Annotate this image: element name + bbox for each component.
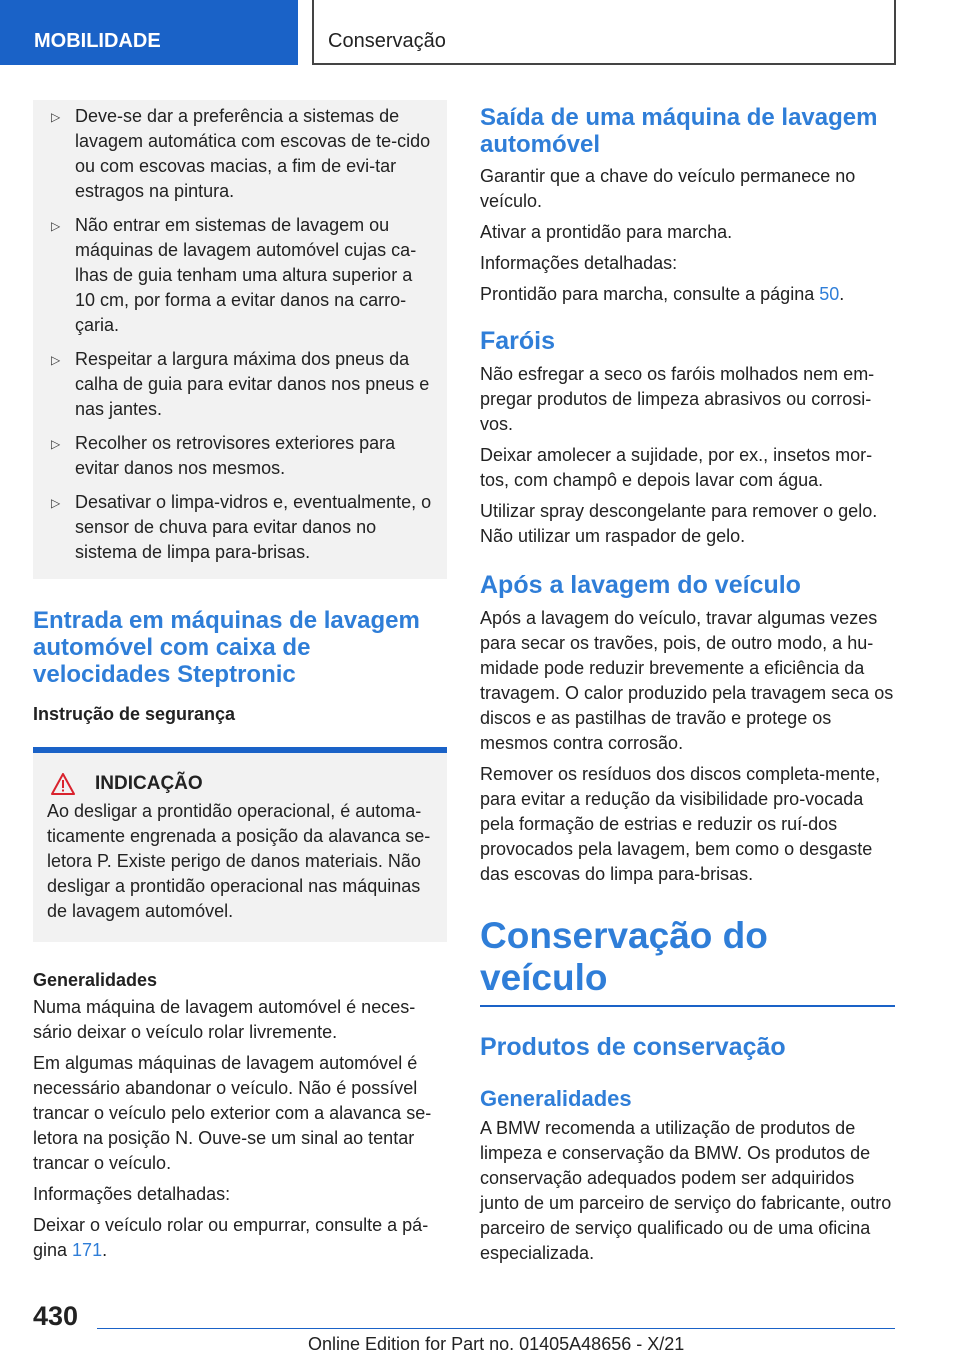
paragraph: Deixar amolecer a sujidade, por ex., insetos mor-tos, com champô e depois lavar com água. <box>480 445 873 490</box>
section-heading: Faróis <box>480 327 556 355</box>
triangle-bullet-icon: ▷ <box>51 437 61 451</box>
triangle-bullet-icon: ▷ <box>51 219 61 233</box>
paragraph: Remover os resíduos dos discos completa-mente, para evitar a redução da visibilidade pro-vocada pela formação de estrias e reduzir os ruí-dos provocados pela lavagem, bem como o desgaste das escovas do limpa para-brisas. <box>480 764 881 884</box>
paragraph: Garantir que a chave do veículo permanece no veículo. <box>480 166 856 211</box>
section-tab: MOBILIDADE <box>0 0 298 65</box>
triangle-bullet-icon: ▷ <box>51 110 61 124</box>
triangle-bullet-icon: ▷ <box>51 496 61 510</box>
safety-heading: Instrução de segurança <box>33 704 236 724</box>
paragraph: Informações detalhadas: <box>480 253 678 273</box>
chapter-title: Conservação <box>312 0 896 65</box>
section-heading: Após a lavagem do veículo <box>480 571 801 599</box>
list-item: ▷ Não entrar em sistemas de lavagem ou máquinas de lavagem automóvel cujas ca-lhas de guia tenham uma altura superior a 10 cm, por forma a evitar danos na carro-çaria. <box>47 213 433 338</box>
section-heading: Produtos de conservação <box>480 1033 786 1061</box>
notice-text: Ao desligar a prontidão operacional, é automa-ticamente engrenada a posição da alavanca se-letora P. Existe perigo de danos materiais. Não desligar a prontidão operacional nas máquinas de lavagem automóvel. <box>47 801 431 921</box>
paragraph: Utilizar spray descongelante para remover o gelo. Não utilizar um raspador de gelo. <box>480 501 878 546</box>
paragraph: Após a lavagem do veículo, travar algumas vezes para secar os travões, pois, de outro modo, a hu-midade pode reduzir brevemente a eficiência da travagem. O calor produzido pela travagem seca os discos e as pastilhas de travão e protege os mesmos contra corrosão. <box>480 608 894 753</box>
paragraph: Em algumas máquinas de lavagem automóvel é necessário abandonar o veículo. Não é possível trancar o veículo pelo exterior com a alavanca se-letora na posição N. Ouve-se um sinal ao tentar trancar o veículo. <box>33 1053 432 1173</box>
page-link[interactable]: 50 <box>819 284 840 304</box>
paragraph: Não esfregar a seco os faróis molhados nem em-pregar produtos de limpeza abrasivos ou corrosi-vos. <box>480 364 875 434</box>
chapter-divider <box>480 1005 895 1007</box>
paragraph: Numa máquina de lavagem automóvel é neces-sário deixar o veículo rolar livremente. <box>33 997 416 1042</box>
right-column <box>480 100 895 1272</box>
page-number: 430 <box>33 1301 79 1331</box>
paragraph: Deixar o veículo rolar ou empurrar, consulte a pá-gina 171. <box>33 1215 429 1260</box>
section-heading: Saída de uma máquina de lavagem automóvel <box>480 104 878 158</box>
paragraph: Prontidão para marcha, consulte a página 50. <box>480 284 845 304</box>
paragraph: A BMW recomenda a utilização de produtos de limpeza e conservação da BMW. Os produtos de conservação adequados podem ser adquiridos junto de um parceiro de serviço do fabricante, outro parceiro de serviço qualificado ou de uma oficina especializada. <box>480 1118 892 1263</box>
paragraph: Ativar a prontidão para marcha. <box>480 222 733 242</box>
subsection-heading: Generalidades <box>480 1086 632 1111</box>
list-item: ▷ Recolher os retrovisores exteriores para evitar danos nos mesmos. <box>47 431 433 481</box>
tips-box <box>33 100 447 579</box>
chapter-heading: Conservação do veículo <box>480 915 768 998</box>
footer-edition: Online Edition for Part no. 01405A48656 - X/21 <box>308 1334 685 1354</box>
triangle-bullet-icon: ▷ <box>51 353 61 367</box>
page-link[interactable]: 171 <box>72 1240 103 1260</box>
notice-box <box>33 747 447 942</box>
list-item: ▷ Desativar o limpa-vidros e, eventualmente, o sensor de chuva para evitar danos no sistema de limpa para-brisas. <box>47 490 433 565</box>
list-item: ▷ Deve-se dar a preferência a sistemas de lavagem automática com escovas de te-cido ou com escovas macias, a fim de evi-tar estragos na pintura. <box>47 104 433 204</box>
left-column <box>33 100 447 1269</box>
footer-divider <box>97 1328 895 1329</box>
paragraph: Informações detalhadas: <box>33 1184 231 1204</box>
notice-label: INDICAÇÃO <box>95 773 203 794</box>
section-heading: Entrada em máquinas de lavagem automóvel com caixa de velocidades Steptronic <box>33 607 420 688</box>
list-item: ▷ Respeitar a largura máxima dos pneus da calha de guia para evitar danos nos pneus e nas jantes. <box>47 347 433 422</box>
warning-icon <box>51 773 75 795</box>
general-heading: Generalidades <box>33 970 158 990</box>
